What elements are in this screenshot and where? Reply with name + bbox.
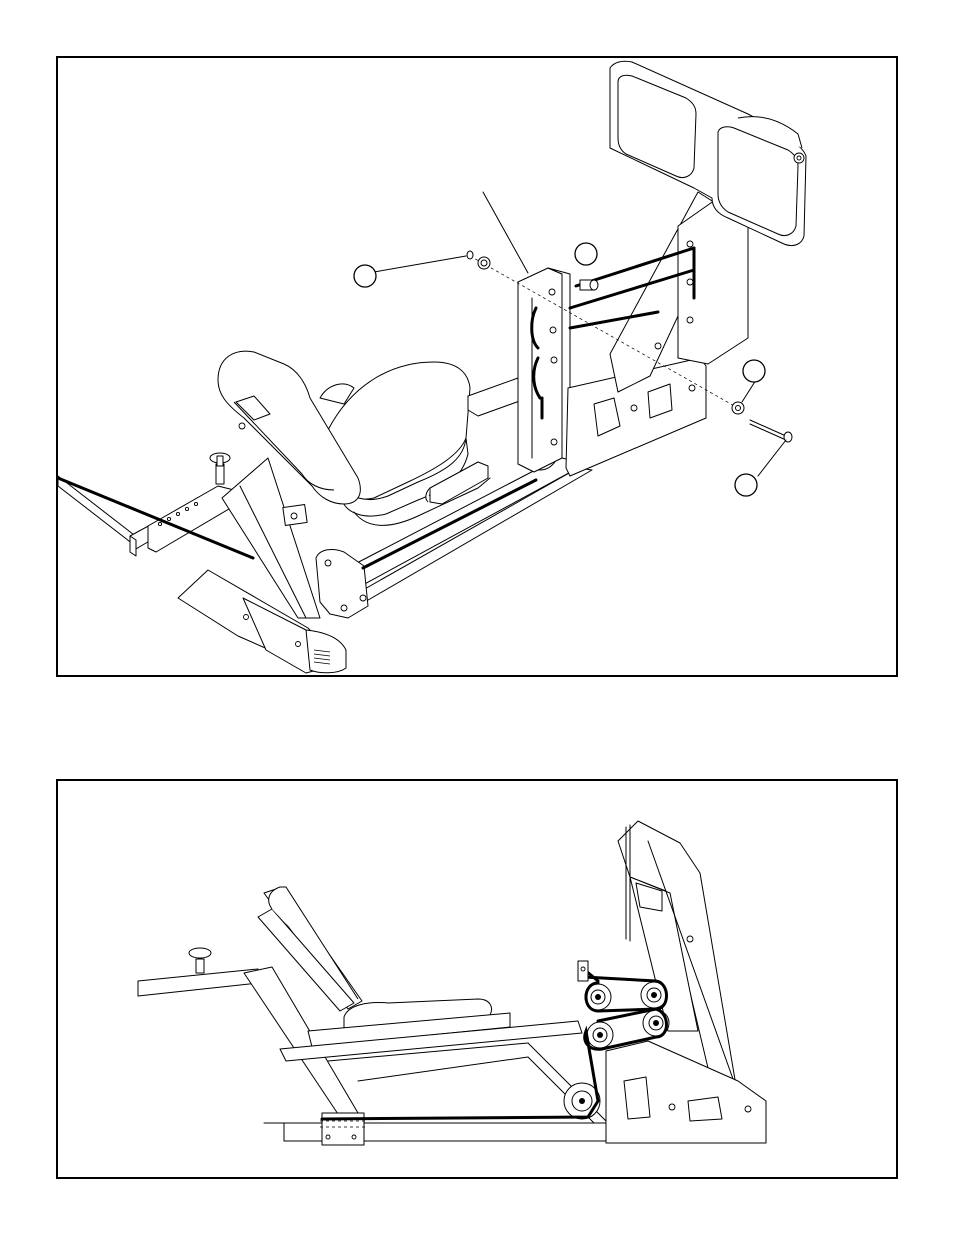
- cable-anchor: [578, 961, 588, 981]
- washer-hardware: [732, 402, 744, 414]
- bolt-hardware: [750, 420, 792, 442]
- middle-pulley-left: [587, 1022, 613, 1048]
- callout-1: [354, 265, 376, 287]
- callout-2: [575, 243, 597, 265]
- exploded-assembly-drawing: [58, 58, 900, 679]
- upright-column: [518, 268, 570, 472]
- base-rail: [264, 1123, 614, 1141]
- side-plate: [606, 1041, 766, 1143]
- lower-pulley-bracket: [316, 550, 368, 618]
- cable-routing-side-view: [58, 781, 900, 1181]
- side-view-panel: [56, 779, 898, 1179]
- frame-lines: [328, 1043, 608, 1123]
- spacer-hardware: [580, 280, 598, 290]
- exploded-assembly-panel: [56, 56, 898, 677]
- pop-pin-knob: [210, 453, 230, 484]
- nut-hardware: [467, 251, 490, 269]
- callout-3: [743, 360, 765, 382]
- rear-column: [610, 192, 748, 392]
- callout-4: [735, 474, 757, 496]
